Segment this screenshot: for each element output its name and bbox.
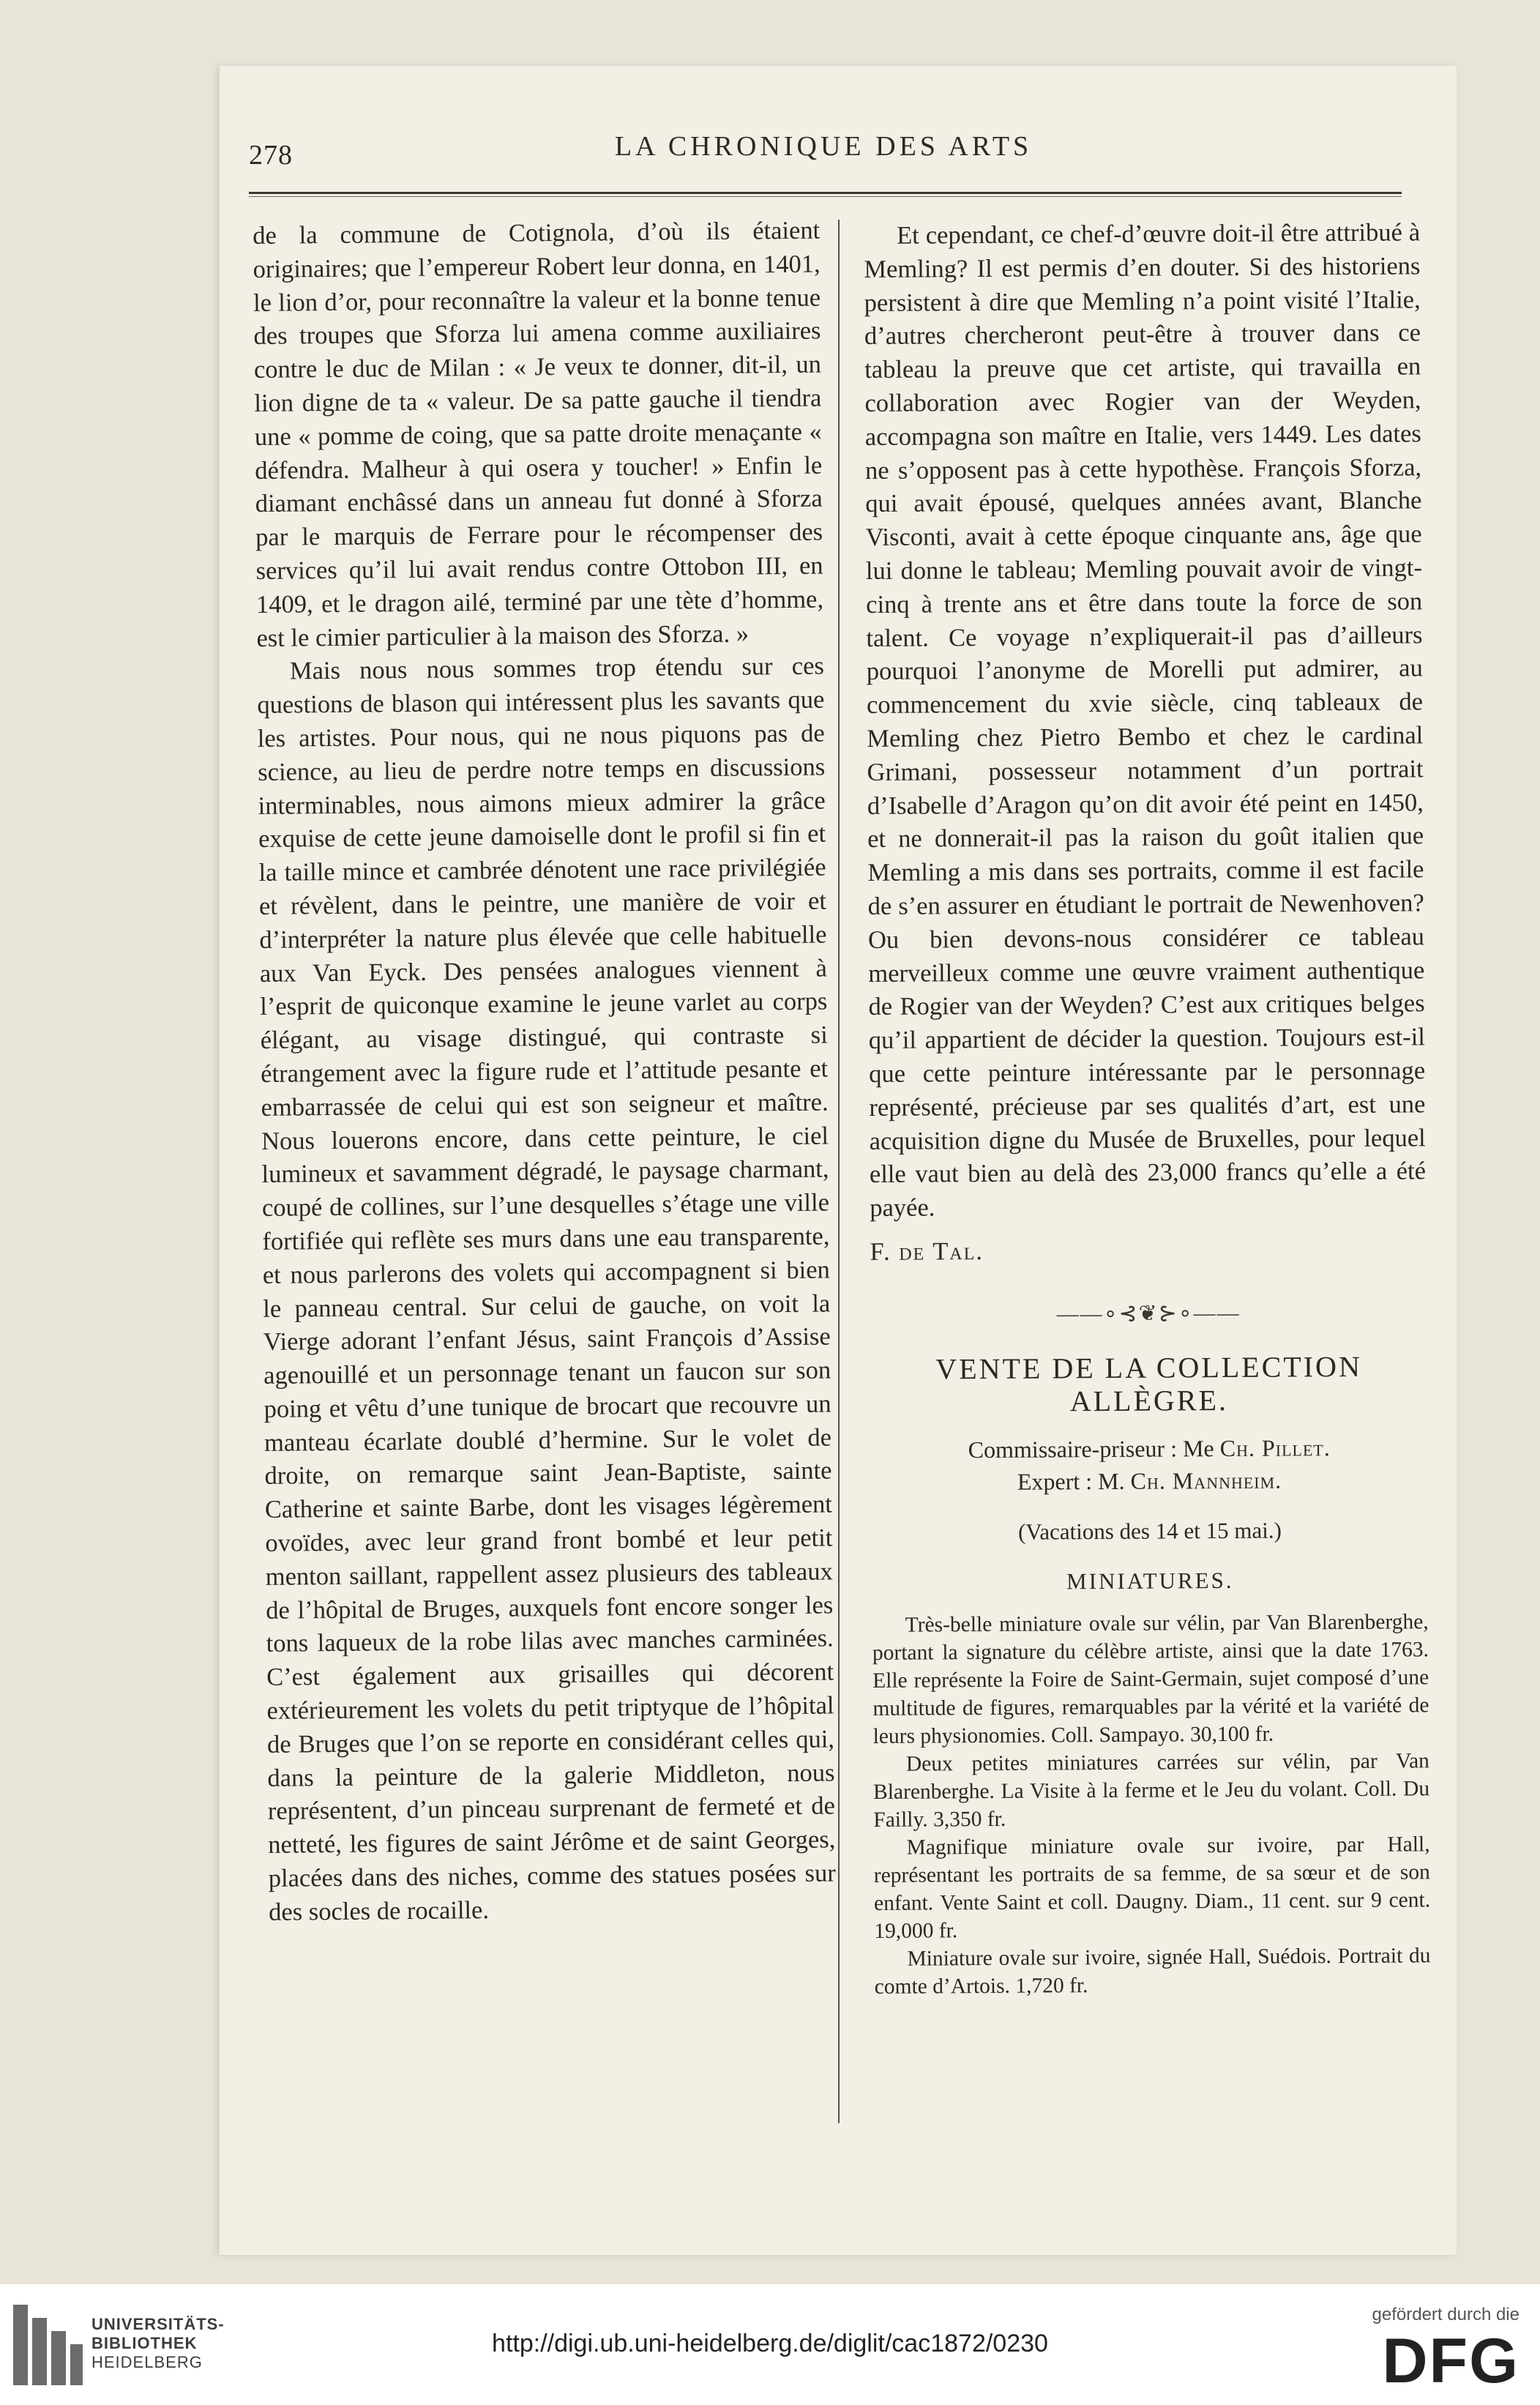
- expert-name: Ch. Mannheim.: [1130, 1466, 1282, 1494]
- subsection-title: MINIATURES.: [1066, 1567, 1234, 1595]
- page-header: [249, 124, 1398, 176]
- library-name-line: UNIVERSITÄTS-: [91, 2315, 225, 2333]
- source-url-link[interactable]: http://digi.ub.uni-heidelberg.de/diglit/cac1872/0230: [492, 2330, 1048, 2357]
- funded-by-text: gefördert durch die: [1372, 2305, 1520, 2324]
- auctioneer-label: Commissaire-priseur : Me: [968, 1435, 1214, 1463]
- sale-item: Deux petites miniatures carrées sur vélin, par Van Blarenberghe. La Visite à la ferme et le Jeu du volant. Coll. Du Failly. 3,350 fr.: [873, 1749, 1430, 1832]
- ornament-divider: ——∘⊰❦⊱∘——: [1056, 1300, 1241, 1327]
- left-paragraph-2: Mais nous nous sommes trop étendu sur ces questions de blason qui intéressent plus les savants que les artistes. Pour nous, qui ne nous piquons pas de science, au lieu de perdre notre temps en discussions interminables, nous aimons mieux admirer la grâce exquise de cette jeune damoiselle dont le profil si fin et la taille mince et cambrée dénotent une race privilégiée et révèlent, dans le peintre, une manière de voir et d’interpréter la nature plus élevée que celle habituelle aux Van Eyck. Des pensées analogues viennent à l’esprit de quiconque examine le jeune varlet au corps élégant, au visage distingué, qui contraste si étrangement avec la figure rude et l’attitude pesante et embarrassée de celui qui est son seigneur et maître. Nous louerons encore, dans cette peinture, le ciel lumineux et savamment dégradé, le paysage charmant, coupé de collines, sur l’une desquelles s’étage une ville fortifiée qui reflète ses murs dans une eau transparente, et nous parlerons des volets qui accompagnent si bien le panneau central. Sur celui de gauche, on voit la Vierge adorant l’enfant Jésus, saint François d’Assise agenouillé et un personnage tenant un faucon sur son poing et vêtu d’une tunique de brocart que recouvre un manteau écarlate doublé d’hermine. Sur le volet de droite, on remarque saint Jean-Baptiste, sainte Catherine et sainte Barbe, dont les visages légèrement ovoïdes, avec leur grand front bombé et leur petit menton saillant, rappellent assez plusieurs des tableaux de l’hôpital de Bruges, auxquels font encore songer les tons laqueux de la robe lilas avec manches carminées. C’est également aux grisailles qui décorent extérieurement les volets du petit triptyque de l’hôpital de Bruges que l’on se reporte en considérant celles qui, dans la peinture de la galerie Middleton, nous représentent, d’un pinceau surprenant de fermeté et de netteté, les figures de saint Jérôme et de saint Georges, placées dans des niches, comme des statues posées sur des socles de rocaille.: [257, 652, 836, 1926]
- header-rule-thin: [249, 196, 1402, 197]
- footer-bar: [0, 2284, 1540, 2405]
- dfg-logo: DFG: [1382, 2326, 1520, 2396]
- running-title: LA CHRONIQUE DES ARTS: [614, 131, 1033, 162]
- expert-line: [871, 1463, 1427, 1499]
- right-paragraph: Et cependant, ce chef-d’œuvre doit-il être attribué à Memling? Il est permis d’en douter. Si des historiens persistent à dire que Memling n’a point visité l’Italie, d’autres chercheront peut-être à trouver dans ce tableau la preuve que cet artiste, qui travailla en collaboration avec Rogier van der Weyden, accompagna son maître en Italie, vers 1449. Les dates ne s’opposent pas à cette hypothèse. François Sforza, qui avait épousé, quelques années avant, Blanche Visconti, avait à cette époque cinquante ans, âge que lui donne le tableau; Memling pouvait avoir de vingt-cinq à trente ans et être dans toute la force de son talent. Ce voyage n’expliquerait-il pas d’ailleurs pourquoi l’anonyme de Morelli put admirer, au commencement du xvie siècle, cinq tableaux de Memling chez Pietro Bembo et chez le cardinal Grimani, possesseur notamment d’un portrait d’Isabelle d’Aragon qu’on dit avoir été peint en 1450, et ne donnerait-il pas la raison du goût italien que Memling a mis dans ses portraits, comme il est facile de s’en assurer en étudiant le portrait de Newenhoven? Ou bien devons-nous considérer ce tableau merveilleux comme une œuvre vraiment authentique de Rogier van der Weyden? C’est aux critiques belges qu’il appartient de décider la question. Toujours est-il que cette peinture intéressante par le personnage représenté, précieuse par ses qualités d’art, est une acquisition digne du Musée de Bruxelles, pour lequel elle vaut bien au delà des 23,000 francs qu’elle a été payée.: [864, 218, 1427, 1223]
- library-name-line: HEIDELBERG: [91, 2353, 203, 2371]
- column-divider: [838, 220, 840, 2123]
- left-column: [253, 215, 836, 1930]
- auctioneer-line: [871, 1431, 1427, 1466]
- vacations-dates: (Vacations des 14 et 15 mai.): [1017, 1517, 1282, 1545]
- sale-item: Magnifique miniature ovale sur ivoire, par Hall, représentant les portraits de sa femme, de sa sœur et de son enfant. Vente Saint et coll. Daugny. Diam., 11 cent. sur 9 cent. 19,000 fr.: [873, 1832, 1431, 1943]
- sale-item: Miniature ovale sur ivoire, signée Hall, Suédois. Portrait du comte d’Artois. 1,720 fr.: [874, 1944, 1431, 1999]
- author-signature: F. de Tal.: [870, 1237, 984, 1266]
- auctioneer-name: Ch. Pillet.: [1219, 1434, 1331, 1462]
- library-name-line: BIBLIOTHEK: [91, 2334, 198, 2352]
- header-rule: [249, 192, 1402, 194]
- sale-item: Très-belle miniature ovale sur vélin, par Van Blarenberghe, portant la signature du célèbre artiste, ainsi que la date 1763. Elle représente la Foire de Saint-Germain, sujet composé d’une multitude de figures, remarquables par la vérité et la variété de leurs physionomies. Coll. Sampayo. 30,100 fr.: [872, 1610, 1429, 1748]
- section-title: VENTE DE LA COLLECTION ALLÈGRE.: [935, 1349, 1363, 1418]
- expert-label: Expert : M.: [1017, 1467, 1125, 1495]
- page-number: 278: [249, 140, 293, 171]
- left-paragraph-1: de la commune de Cotignola, d’où ils étaient originaires; que l’empereur Robert leur donna, en 1401, le lion d’or, pour reconnaître la valeur et la bonne tenue des troupes que Sforza lui amena comme auxiliaires contre le duc de Milan : « Je veux te donner, dit-il, un lion digne de ta « valeur. De sa patte gauche il tiendra une « pomme de coing, que sa patte droite menaçante « défendra. Malheur à qui osera y toucher! » Enfin le diamant enchâssé dans un anneau fut donné à Sforza par le marquis de Ferrare pour le récompenser des services qu’il lui avait rendus contre Ottobon III, en 1409, et le dragon ailé, terminé par une tète d’homme, est le cimier particulier à la maison des Sforza. »: [253, 216, 824, 652]
- right-column: [864, 216, 1431, 2000]
